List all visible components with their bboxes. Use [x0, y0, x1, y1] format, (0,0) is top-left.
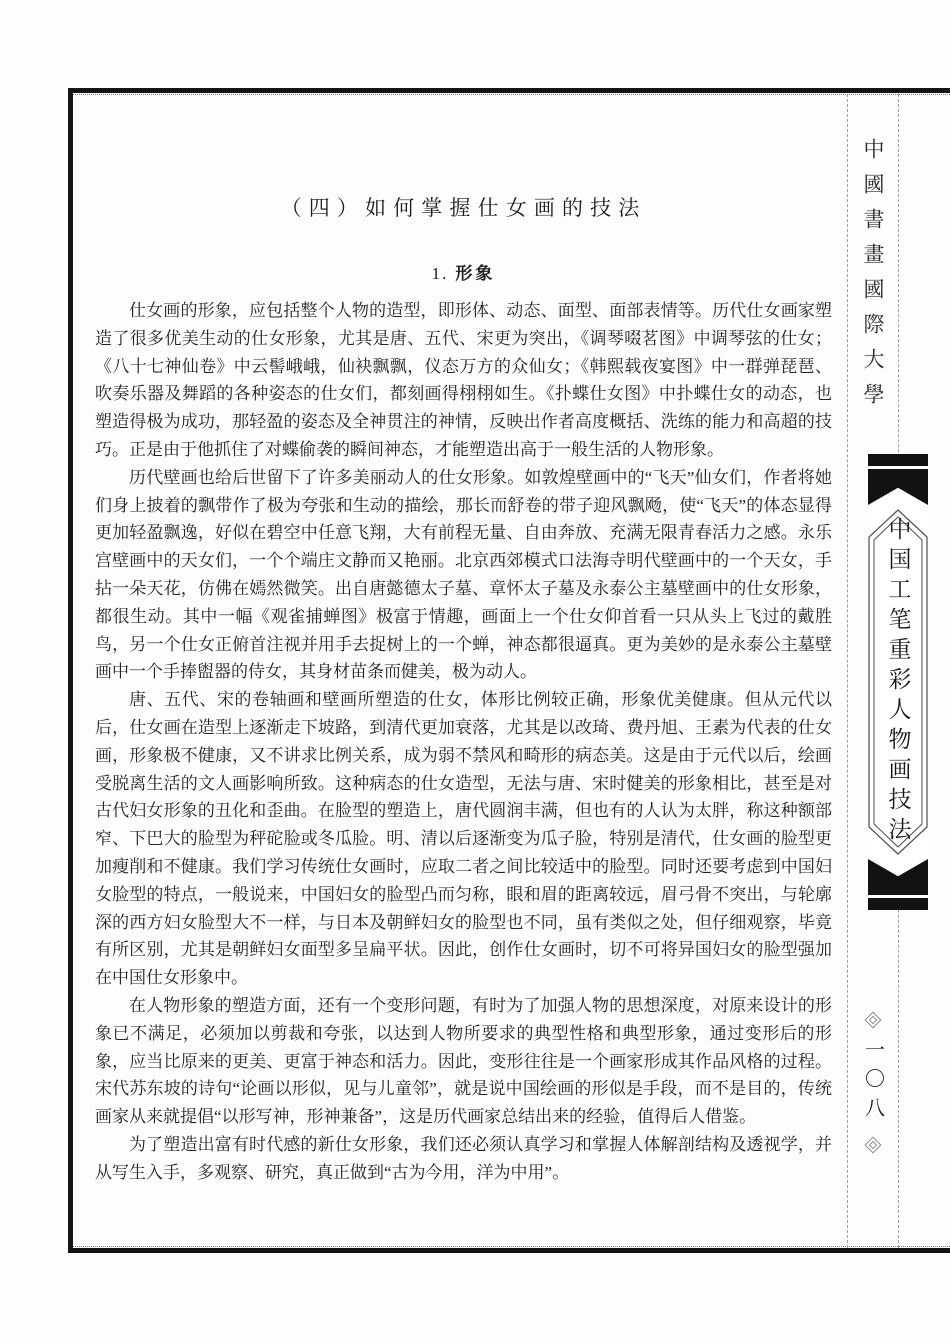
diamond-ornament-bottom-icon — [865, 1137, 882, 1154]
banner-top-bar — [868, 454, 928, 466]
banner-bottom-bar — [868, 898, 928, 910]
paragraph-5: 为了塑造出富有时代感的新仕女形象，我们还必须认真学习和掌握人体解剖结构及透视学，并从写生入手，多观察、研究，真正做到“古为今用，洋为中用”。 — [95, 1134, 832, 1182]
banner-bottom-ribbon-icon — [868, 859, 928, 895]
series-banner — [868, 454, 928, 910]
paragraph-3: 唐、五代、宋的卷轴画和壁画所塑造的仕女，体形比例较正确，形象优美健康。但从元代以后，仕女画在造型上逐渐走下坡路，到清代更加衰落，尤其是以改琦、费丹旭、王素为代表的仕女画，形象极不健康，又不讲求比例关系，成为弱不禁风和畸形的病态美。这是由于元代以后，绘画受脱离生活的文人画影响所致。这种病态的仕女造型，无法与唐、宋时健美的形象相比，甚至是对古代妇女形象的丑化和歪曲。在脸型的塑造上，唐代圆润丰满，但也有的人认为太胖，称这种额部窄、下巴大的脸型为秤砣脸或冬瓜脸。明、清以后逐渐变为瓜子脸，特别是清代，仕女画的脸型更加瘦削和不健康。我们学习传统仕女画时，应取二者之间比较适中的脸型。同时还要考虑到中国妇女脸型的特点，一般说来，中国妇女的脸型凸而匀称，眼和眉的距离较远，眉弓骨不突出，与轮廓深的西方妇女脸型大不一样，与日本及朝鲜妇女的脸型也不同，虽有类似之处，但仔细观察，毕竟有所区别，尤其是朝鲜妇女面型多呈扁平状。因此，创作仕女画时，切不可将异国妇女的脸型强加在中国仕女形象中。 — [95, 690, 832, 988]
section-heading — [95, 259, 832, 284]
banner-title-vertical: 中国工笔重彩人物画技法 — [885, 517, 911, 847]
university-name-vertical: 中國書畫國際大學 — [861, 138, 885, 418]
page-number: 一〇八 — [861, 1039, 884, 1126]
paragraph-2: 历代壁画也给后世留下了许多美丽动人的仕女形象。如敦煌壁画中的“飞天”仙女们，作者将她们身上披着的飘带作了极为夸张和生动的描绘，那长而舒卷的带子迎风飘飏，使“飞天”的体态显得更加轻盈飘逸，好似在碧空中任意飞翔，大有前程无量、自由奔放、充满无限青春活力之感。永乐宫壁画中的天女们，一个个端庄文静而又艳丽。北京西郊模式口法海寺明代壁画中的一个天女，手拈一朵天花，仿佛在嫣然微笑。出自唐懿德太子墓、章怀太子墓及永泰公主墓壁画中的仕女形象，都很生动。其中一幅《观雀捕蝉图》极富于情趣，画面上一个仕女仰首看一只从头上飞过的戴胜鸟，另一个仕女正俯首注视并用手去捉树上的一个蝉，神态都很逼真。更为美妙的是永泰公主墓壁画中一个手捧盥器的侍女，其身材苗条而健美，极为动人。 — [95, 467, 832, 682]
banner-panel — [868, 509, 928, 855]
paragraph-1: 仕女画的形象，应包括整个人物的造型，即形体、动态、面型、面部表情等。历代仕女画家塑造了很多优美生动的仕女形象，尤其是唐、五代、宋更为突出，《调琴啜茗图》中调琴弦的仕女；《八十七神仙卷》中云髻峨峨，仙袂飘飘，仪态万方的众仙女；《韩熙载夜宴图》中一群弹琵琶、吹奏乐器及舞蹈的各种姿态的仕女们，都刻画得栩栩如生。《扑蝶仕女图》中扑蝶仕女的动态，也塑造得极为成功，那轻盈的姿态及全神贯注的神情，反映出作者高度概括、洗练的能力和高超的技巧。正是由于他抓住了对蝶偷袭的瞬间神态，才能塑造出高于一般生活的人物形象。 — [95, 301, 832, 459]
chapter-title: （四）如何掌握仕女画的技法 — [280, 196, 647, 220]
body-text-column — [95, 297, 832, 1187]
folio — [847, 1014, 899, 1151]
section-title: 形象 — [455, 264, 496, 283]
diamond-ornament-top-icon — [865, 1012, 882, 1029]
section-number: 1. — [431, 264, 449, 283]
banner-top-ribbon-icon — [868, 469, 928, 505]
paragraph-4: 在人物形象的塑造方面，还有一个变形问题，有时为了加强人物的思想深度，对原来设计的形象已不满足，必须加以剪裁和夸张，以达到人物所要求的典型性格和典型形象，通过变形后的形象，应当比原来的更美、更富于神态和活力。因此，变形往往是一个画家形成其作品风格的过程。宋代苏东坡的诗句“论画以形似，见与儿童邻”，就是说中国绘画的形似是手段，而不是目的，传统画家从来就提倡“以形写神，形神兼备”，这是历代画家总结出来的经验，值得后人借鉴。 — [95, 995, 832, 1127]
